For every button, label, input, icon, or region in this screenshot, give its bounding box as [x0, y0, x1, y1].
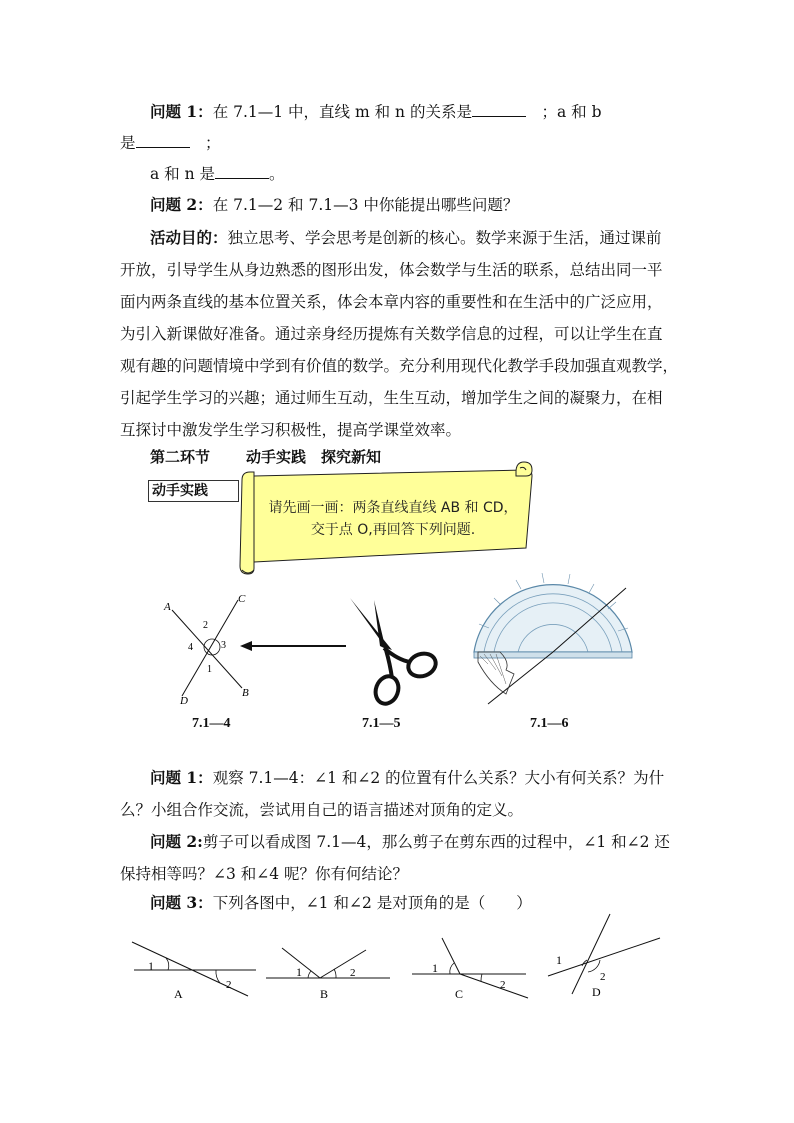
- point-c: C: [238, 593, 246, 605]
- scroll-text-2: 交于点 O,再回答下列问题.: [310, 522, 476, 538]
- q3-prefix: 问题 3：: [150, 893, 213, 912]
- option-d-label: D: [592, 985, 601, 999]
- section-title: 第二环节: [150, 448, 211, 466]
- figure-label-3: 7.1—6: [530, 716, 569, 731]
- option-d-angle2: 2: [600, 971, 606, 983]
- q1b-prefix: 问题 1：: [150, 768, 213, 787]
- q2-line: [150, 195, 710, 215]
- q1-mid: ；a 和 b: [541, 103, 602, 121]
- option-d-angle1: 1: [556, 953, 562, 967]
- protractor-figure: [470, 566, 636, 706]
- q1-line2-text: 是: [120, 134, 136, 152]
- q1b-text-1: 观察 7.1—4：∠1 和∠2 的位置有什么关系？大小有何关系？为什: [212, 769, 665, 787]
- q1-line3-text: a 和 n 是: [150, 165, 216, 183]
- scissors-icon: [340, 590, 450, 710]
- point-a: A: [164, 601, 171, 613]
- q1-line3: [150, 164, 710, 184]
- angle-4: 4: [188, 642, 193, 653]
- option-c-angle1: 1: [432, 961, 438, 975]
- q1b-line1: [150, 768, 710, 788]
- q1-blank-1[interactable]: [472, 102, 526, 117]
- q2b-text-1: 剪子可以看成图 7.1—4，那么剪子在剪东西的过程中，∠1 和∠2 还: [202, 833, 670, 851]
- purpose-line-6: 引起学生学习的兴趣；通过师生互动，生生互动，增加学生之间的凝聚力，在相: [120, 389, 663, 407]
- option-c-label: C: [455, 987, 464, 1001]
- option-b-figure[interactable]: [264, 936, 394, 1006]
- q1-line: [150, 102, 710, 122]
- option-a-angle2: 2: [226, 979, 232, 991]
- purpose-line-2: 开放，引导学生从身边熟悉的图形出发，体会数学与生活的联系，总结出同一平: [120, 261, 663, 279]
- q1-line3-end: 。: [269, 165, 285, 183]
- angle-2: 2: [203, 620, 208, 631]
- point-d: D: [180, 695, 188, 707]
- q1-line2: [120, 133, 680, 153]
- q2b-line2: 保持相等吗？∠3 和∠4 呢？你有何结论？: [120, 865, 409, 883]
- q2b-prefix: 问题 2:: [150, 832, 203, 851]
- option-a-angle1: 1: [148, 959, 154, 973]
- q2-prefix: 问题 2：: [150, 195, 213, 214]
- figure-label-1: 7.1—4: [192, 716, 231, 731]
- arrow-icon: [238, 638, 350, 654]
- purpose-line-7: 互探讨中激发学生学习积极性，提高学课堂效率。: [120, 421, 462, 439]
- option-a-label: A: [174, 987, 183, 1001]
- q1b-line2: 么？小组合作交流，尝试用自己的语言描述对顶角的定义。: [120, 801, 524, 819]
- section-subtitle: 动手实践 探究新知: [246, 448, 382, 466]
- q2b-line1: [150, 832, 710, 852]
- option-c-figure[interactable]: [408, 936, 532, 1006]
- figure-label-2: 7.1—5: [362, 716, 401, 731]
- purpose-line-5: 观有趣的问题情境中学到有价值的数学。充分利用现代化教学手段加强直观教学，: [120, 357, 679, 375]
- option-c-angle2: 2: [500, 979, 506, 991]
- purpose-text-1: 独立思考、学会思考是创新的核心。数学来源于生活，通过课前: [227, 229, 662, 247]
- point-b: B: [242, 687, 249, 699]
- scroll-text-1: 请先画一画：两条直线直线 AB 和 CD，: [268, 500, 518, 516]
- option-a-figure[interactable]: [130, 936, 258, 1006]
- option-b-angle2: 2: [350, 967, 356, 979]
- purpose-line-4: 为引入新课做好准备。通过亲身经历提炼有关数学信息的过程，可以让学生在直: [120, 325, 663, 343]
- option-d-figure[interactable]: [542, 910, 664, 1006]
- q3-text: 下列各图中，∠1 和∠2 是对顶角的是（ ）: [212, 894, 532, 912]
- q1-prefix: 问题 1：: [150, 102, 213, 121]
- activity-tag: 动手实践: [148, 480, 239, 502]
- option-b-label: B: [320, 987, 329, 1001]
- q1-text: 在 7.1—1 中，直线 m 和 n 的关系是: [212, 103, 472, 121]
- angle-1: 1: [207, 664, 212, 675]
- angle-3: 3: [221, 640, 226, 651]
- option-b-angle1: 1: [296, 965, 302, 979]
- purpose-label: 活动目的：: [150, 228, 228, 247]
- q1-blank-3[interactable]: [215, 164, 269, 179]
- purpose-line-3: 面内两条直线的基本位置关系，体会本章内容的重要性和在生活中的广泛应用，: [120, 293, 663, 311]
- purpose-line-1: [150, 228, 710, 248]
- q1-blank-2[interactable]: [136, 133, 190, 148]
- q2-text: 在 7.1—2 和 7.1—3 中你能提出哪些问题？: [212, 196, 519, 214]
- q1-line2-end: ；: [205, 134, 221, 152]
